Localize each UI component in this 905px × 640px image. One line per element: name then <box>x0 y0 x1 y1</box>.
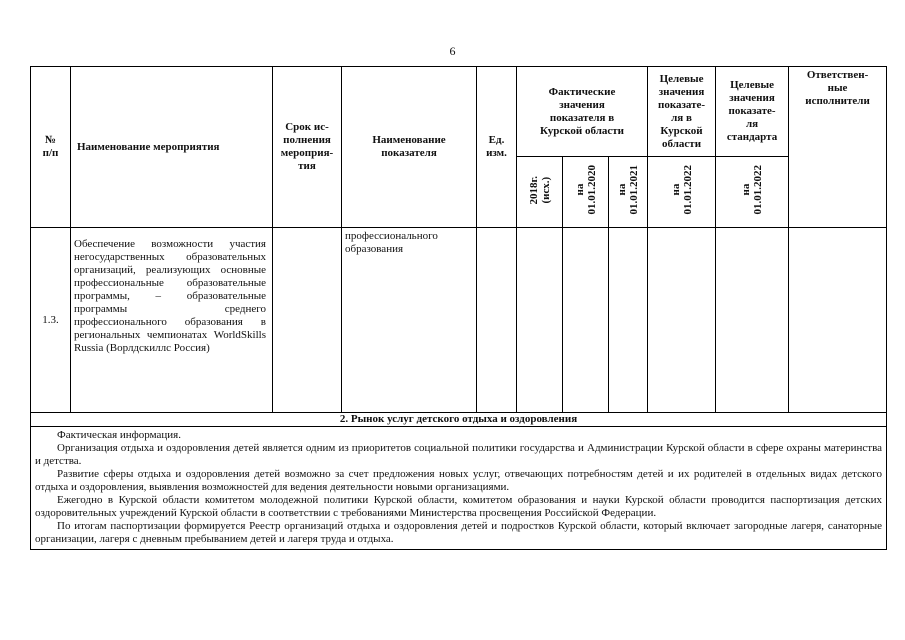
row-unit <box>477 228 517 413</box>
section-body <box>31 427 887 550</box>
header-event-name: Наименование мероприятия <box>71 67 273 228</box>
row-deadline <box>273 228 342 413</box>
row-num: 1.3. <box>31 228 71 413</box>
header-actual-values: Фактические значения показателя в Курской области <box>517 67 648 157</box>
row-event: Обеспечение возможности участия негосударственных образовательных организаций, реализующих основные профессиональные образовательные программы, – образовательные программы среднего профессионального образования в региональных чемпионатах WorldSkills Russia (Ворлдскиллс Россия) <box>74 238 266 354</box>
paragraph: По итогам паспортизации формируется Реестр организаций отдыха и оздоровления детей и подростков Курской области, который включает загородные лагеря, санаторные организации, лагеря с дневным пребыванием детей и лагеря труда и отдыха. <box>35 520 883 545</box>
header-sub-2020: на 01.01.2020 <box>573 165 598 215</box>
section-title: 2. Рынок услуг детского отдыха и оздоровления <box>31 413 887 427</box>
header-unit: Ед. изм. <box>477 67 517 228</box>
paragraph: Развитие сферы отдыха и оздоровления детей возможно за счет предложения новых услуг, отвечающих потребностям детей и их родителей в отдельных видах детского отдыха и оздоровления, выявления возможностей для ведения деятельности новыми организациями. <box>35 468 883 493</box>
header-sub-2021-cell <box>609 157 648 228</box>
activities-table <box>30 66 887 550</box>
header-responsible: Ответствен- ные исполнители <box>789 67 887 228</box>
header-num: № п/п <box>31 67 71 228</box>
header-sub-2020-cell <box>563 157 609 228</box>
header-sub-2022-standard: на 01.01.2022 <box>740 165 765 215</box>
header-target-region: Целевые значения показате- ля в Курской области <box>648 67 716 157</box>
paragraph: Фактическая информация. <box>57 429 181 441</box>
row-2022-region <box>648 228 716 413</box>
paragraph: Организация отдыха и оздоровления детей является одним из приоритетов социальной политики государства и Администрации Курской области в сфере охраны материнства и детства. <box>35 442 883 467</box>
row-2021 <box>609 228 648 413</box>
paragraph: Ежегодно в Курской области комитетом молодежной политики Курской области, комитетом образования и науки Курской области проводится паспортизация детских оздоровительных учреждений Курской области в соответствии с требованиями Министерства просвещения Российской Федерации. <box>35 494 883 519</box>
page-number: 6 <box>449 44 456 58</box>
header-target-standard: Целевые значения показате- ля стандарта <box>716 67 789 157</box>
header-sub-2022-region-cell <box>648 157 716 228</box>
header-sub-2018-cell <box>517 157 563 228</box>
row-2020 <box>563 228 609 413</box>
row-responsible <box>789 228 887 413</box>
table-row <box>31 228 887 413</box>
header-indicator-name: Наименование показателя <box>342 67 477 228</box>
row-event-cell <box>71 228 273 413</box>
header-sub-2021: на 01.01.2021 <box>616 165 641 215</box>
header-sub-2018: 2018г. (исх.) <box>527 175 552 205</box>
header-deadline: Срок ис- полнения мероприя- тия <box>273 67 342 228</box>
header-sub-2022-region: на 01.01.2022 <box>669 165 694 215</box>
row-2018 <box>517 228 563 413</box>
header-sub-2022-standard-cell <box>716 157 789 228</box>
row-2022-standard <box>716 228 789 413</box>
row-indicator: профессионального образования <box>342 228 477 413</box>
